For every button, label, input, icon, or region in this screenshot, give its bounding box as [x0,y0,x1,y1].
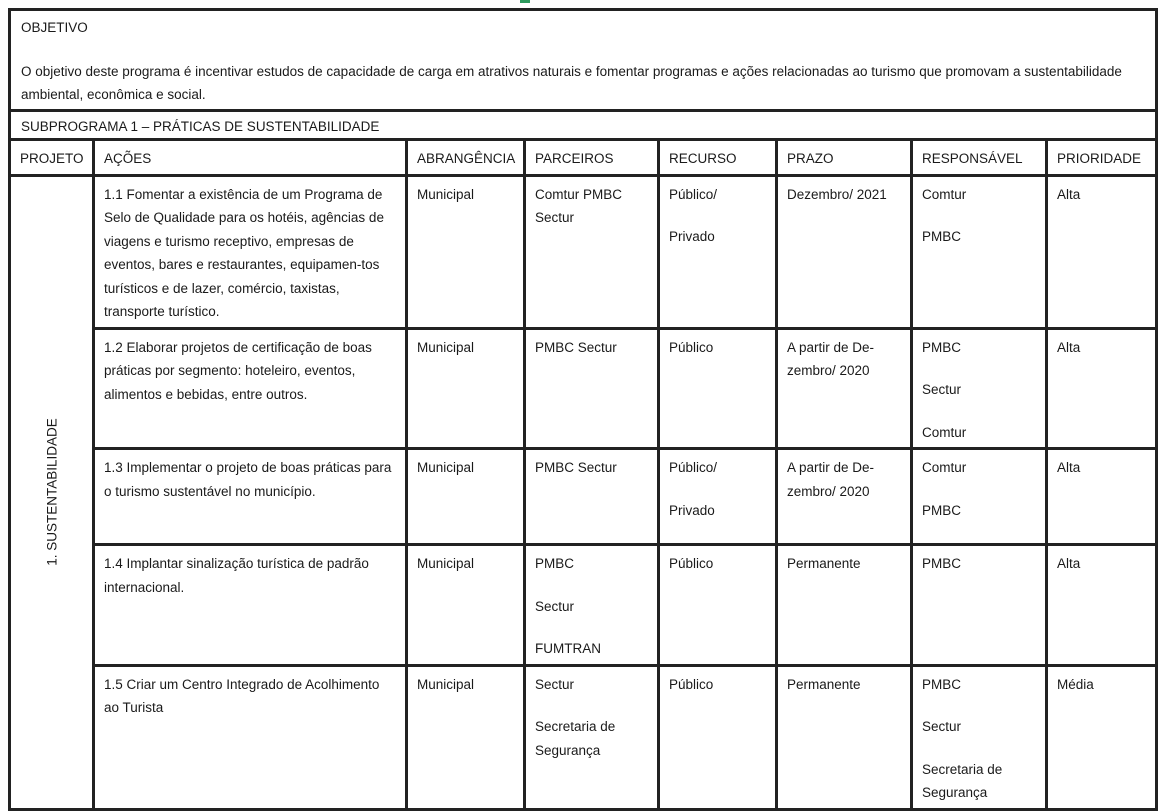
responsavel-item: Secretaria de Segurança [922,761,1003,800]
parceiro-item: FUMTRAN [535,641,601,656]
header-responsavel: RESPONSÁVEL [912,140,1047,176]
abrangencia-cell: Municipal [407,665,525,809]
responsavel-cell [912,545,1047,666]
subprogram-title: SUBPROGRAMA 1 – PRÁTICAS DE SUSTENTABILIDADE [10,110,1157,140]
acao-cell: 1.3 Implementar o projeto de boas práticas para o turismo sustentável no município. [94,449,407,545]
parceiro-item: Secretaria de Segurança [535,719,616,758]
recurso-item: Privado [669,502,715,518]
prioridade-cell: Alta [1047,328,1157,449]
table-row [10,175,1157,328]
prazo-cell: Dezembro/ 2021 [777,175,912,328]
recurso-cell [659,328,777,449]
recurso-item: Público/ [669,460,718,475]
recurso-cell [659,175,777,328]
responsavel-item: Sectur [922,719,962,734]
header-row [10,140,1157,176]
header-prazo: PRAZO [777,140,912,176]
table-row [10,665,1157,809]
responsavel-item: PMBC [922,502,962,518]
prioridade-cell: Alta [1047,545,1157,666]
header-recurso: RECURSO [659,140,777,176]
acao-cell: 1.5 Criar um Centro Integrado de Acolhimento ao Turista [94,665,407,809]
recurso-item: Público [669,339,714,355]
responsavel-cell [912,449,1047,545]
recurso-cell [659,665,777,809]
subprogram-row [10,110,1157,140]
prazo-cell: A partir de De-zembro/ 2020 [777,328,912,449]
responsavel-item: PMBC [922,556,962,571]
table-row [10,545,1157,666]
acao-cell: 1.4 Implantar sinalização turística de padrão internacional. [94,545,407,666]
prioridade-cell: Alta [1047,175,1157,328]
header-projeto: PROJETO [10,140,94,176]
parceiro-item: Sectur [535,676,575,692]
recurso-item: Privado [669,229,715,244]
parceiro-item: Comtur PMBC Sectur [535,186,623,225]
abrangencia-cell: Municipal [407,545,525,666]
responsavel-item: PMBC [922,229,962,244]
parceiro-item: Sectur [535,598,575,614]
parceiros-cell [525,665,659,809]
recurso-item: Público [669,676,714,692]
prazo-cell: A partir de De-zembro/ 2020 [777,449,912,545]
project-cell [10,175,94,809]
objective-text: O objetivo deste programa é incentivar estudos de capacidade de carga em atrativos naturais e fomentar programas e ações relacionadas ao turismo que promovam a sustentabilidade ambiental, econômica e social. [21,63,1122,102]
parceiros-cell [525,449,659,545]
acao-cell: 1.2 Elaborar projetos de certificação de boas práticas por segmento: hoteleiro, eventos, alimentos e bebidas, entre outros. [94,328,407,449]
prioridade-cell: Média [1047,665,1157,809]
recurso-item: Público/ [669,186,718,202]
header-abrangencia: ABRANGÊNCIA [407,140,525,176]
objective-row [10,10,1157,111]
recurso-cell [659,545,777,666]
responsavel-item: Sectur [922,382,962,397]
responsavel-cell [912,665,1047,809]
parceiros-cell [525,545,659,666]
header-acoes: AÇÕES [94,140,407,176]
table-row [10,449,1157,545]
responsavel-item: Comtur [922,424,967,440]
abrangencia-cell: Municipal [407,175,525,328]
header-prioridade: PRIORIDADE [1047,140,1157,176]
prazo-cell: Permanente [777,545,912,666]
responsavel-cell [912,175,1047,328]
table-row [10,328,1157,449]
responsavel-item: PMBC [922,676,962,692]
prazo-cell: Permanente [777,665,912,809]
top-accent-mark [520,0,530,3]
responsavel-item: Comtur [922,460,967,475]
parceiros-cell [525,175,659,328]
parceiro-item: PMBC Sectur [535,460,617,475]
objective-title: OBJETIVO [21,20,88,35]
abrangencia-cell: Municipal [407,449,525,545]
objective-cell [10,10,1157,111]
recurso-cell [659,449,777,545]
parceiros-cell [525,328,659,449]
parceiro-item: PMBC [535,556,575,571]
header-parceiros: PARCEIROS [525,140,659,176]
project-label: 1. SUSTENTABILIDADE [43,418,59,566]
action-plan-table [8,8,1158,811]
responsavel-cell [912,328,1047,449]
responsavel-item: PMBC [922,339,962,355]
abrangencia-cell: Municipal [407,328,525,449]
prioridade-cell: Alta [1047,449,1157,545]
responsavel-item: Comtur [922,186,967,202]
parceiro-item: PMBC Sectur [535,339,617,355]
recurso-item: Público [669,556,714,571]
acao-cell: 1.1 Fomentar a existência de um Programa de Selo de Qualidade para os hotéis, agências de viagens e turismo receptivo, empresas de eventos, bares e restaurantes, equipamen-tos turísticos e de lazer, comércio, taxistas, transporte turístico. [94,175,407,328]
